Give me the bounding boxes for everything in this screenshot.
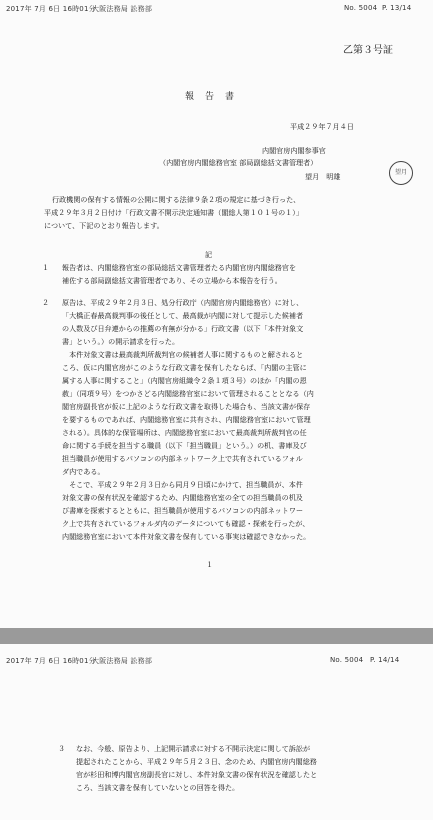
item-2-line-6: ころ、仮に内閣官房がこのような行政文書を保有したならば、「内閣の主管に (62, 363, 307, 372)
item-1-line-1: 報告者は、内閣総務官室の部局総括文書管理者たる内閣官房内閣総務官を (62, 263, 297, 272)
page-number: １ (206, 560, 214, 569)
fax-page-2 (0, 644, 433, 820)
item-2-line-14: ダ内である。 (62, 467, 105, 476)
ki-heading: 記 (205, 250, 213, 259)
item-3-line-1: なお、今般、原告より、上記開示請求に対する不開示決定に関して訴訟が (76, 744, 311, 753)
intro-line-1: 行政機関の保有する情報の公開に関する法律９条２項の規定に基づき行った、 (52, 195, 301, 204)
item-2-line-18: ク上で共有されているフォルダ内のデータについても確認・探索を行ったが、 (62, 519, 310, 528)
intro-line-3: について、下記のとおり報告します。 (44, 221, 164, 230)
item-2-line-11: される）。具体的な保管場所は、内閣総務官室において最高裁判所裁判官の任 (62, 428, 307, 437)
item-2-line-16: 対象文書の保有状況を確認するため、内閣総務官室の全ての担当職員の机及 (62, 493, 303, 502)
fax-date: 2017年 7月 6日 16時01分 (6, 5, 96, 13)
fax-number: No. 5004 (344, 4, 378, 12)
fax-sender: 大阪法務局 訟務部 (92, 657, 153, 665)
fax-number: No. 5004 (330, 656, 364, 664)
item-2-line-12: 命に関する手続を担当する職員（以下「担当職員」という。）の机、書庫及び (62, 441, 307, 450)
author-title-1: 内閣官房内閣参事官 (262, 146, 326, 155)
item-2-line-2: 「大橋正春最高裁判事の後任として、最高裁が内閣に対して提示した候補者 (62, 311, 304, 320)
item-3-number: ３ (58, 744, 66, 753)
page-separator (0, 628, 433, 644)
item-2-line-3: の人数及び日弁連からの推薦の有無が分かる」行政文書（以下「本件対象文 (62, 324, 304, 333)
item-3-line-4: ころ、当該文書を保有していないとの回答を得た。 (76, 783, 240, 792)
exhibit-label: 乙第３号証 (343, 45, 393, 56)
item-2-line-1: 原告は、平成２９年２月３日、処分行政庁（内閣官房内閣総務官）に対し、 (62, 298, 304, 307)
item-2-number: ２ (42, 298, 50, 307)
fax-page-indicator: P. 14/14 (370, 656, 400, 664)
item-2-line-5: 本件対象文書は最高裁判所裁判官の候補者人事に関するものと解されると (62, 350, 304, 359)
item-3-line-3: 官が杉田和博内閣官房副長官に対し、本件対象文書の保有状況を確認したと (76, 770, 318, 779)
item-2-line-19: 内閣総務官室において本件対象文書を保有している事実は確認できなかった。 (62, 532, 311, 541)
author-seal: 望月 (389, 161, 413, 185)
fax-sender: 大阪法務局 訟務部 (92, 5, 153, 13)
report-date: 平成２９年７月４日 (290, 122, 354, 131)
intro-line-2: 平成２９年３月２日付け「行政文書不開示決定通知書（閣総人第１０１号の１）」 (44, 208, 303, 217)
item-2-line-8: 赦」（同項９号）をつかさどる内閣総務官室において管理されることとなる（内 (62, 389, 314, 398)
item-3-line-2: 提起されたことから、平成２９年５月２３日、念のため、内閣官房内閣総務 (76, 757, 317, 766)
author-name: 望月 明雄 (305, 172, 341, 181)
item-2-line-4: 書」という。）の開示請求を行った。 (62, 337, 180, 346)
document-title: 報 告 書 (185, 92, 236, 102)
item-1-line-2: 補佐する部局副総括文書管理者であり、その立場から本報告を行う。 (62, 276, 282, 285)
item-2-line-13: 担当職員が使用するパソコンの内部ネットワーク上で共有されているフォル (62, 454, 303, 463)
item-2-line-9: 閣官房副長官が仮に上記のような行政文書を取得した場合も、当該文書が保存 (62, 402, 311, 411)
fax-date: 2017年 7月 6日 16時01分 (6, 657, 96, 665)
item-2-line-10: を要するものであれば、内閣総務官室に共有され、内閣総務官室において管理 (62, 415, 311, 424)
fax-page-indicator: P. 13/14 (382, 4, 412, 12)
item-1-number: １ (42, 263, 50, 272)
item-2-line-15: そこで、平成２９年２月３日から同月９日頃にかけて、担当職員が、本件 (62, 480, 303, 489)
author-title-2: （内閣官房内閣総務官室 部局副総括文書管理者） (159, 158, 318, 167)
item-2-line-7: 属する人事に関すること」（内閣官房組織令２条１項３号）のほか「内閣の恩 (62, 376, 307, 385)
item-2-line-17: び書庫を探索するとともに、担当職員が使用するパソコンの内部ネットワー (62, 506, 304, 515)
